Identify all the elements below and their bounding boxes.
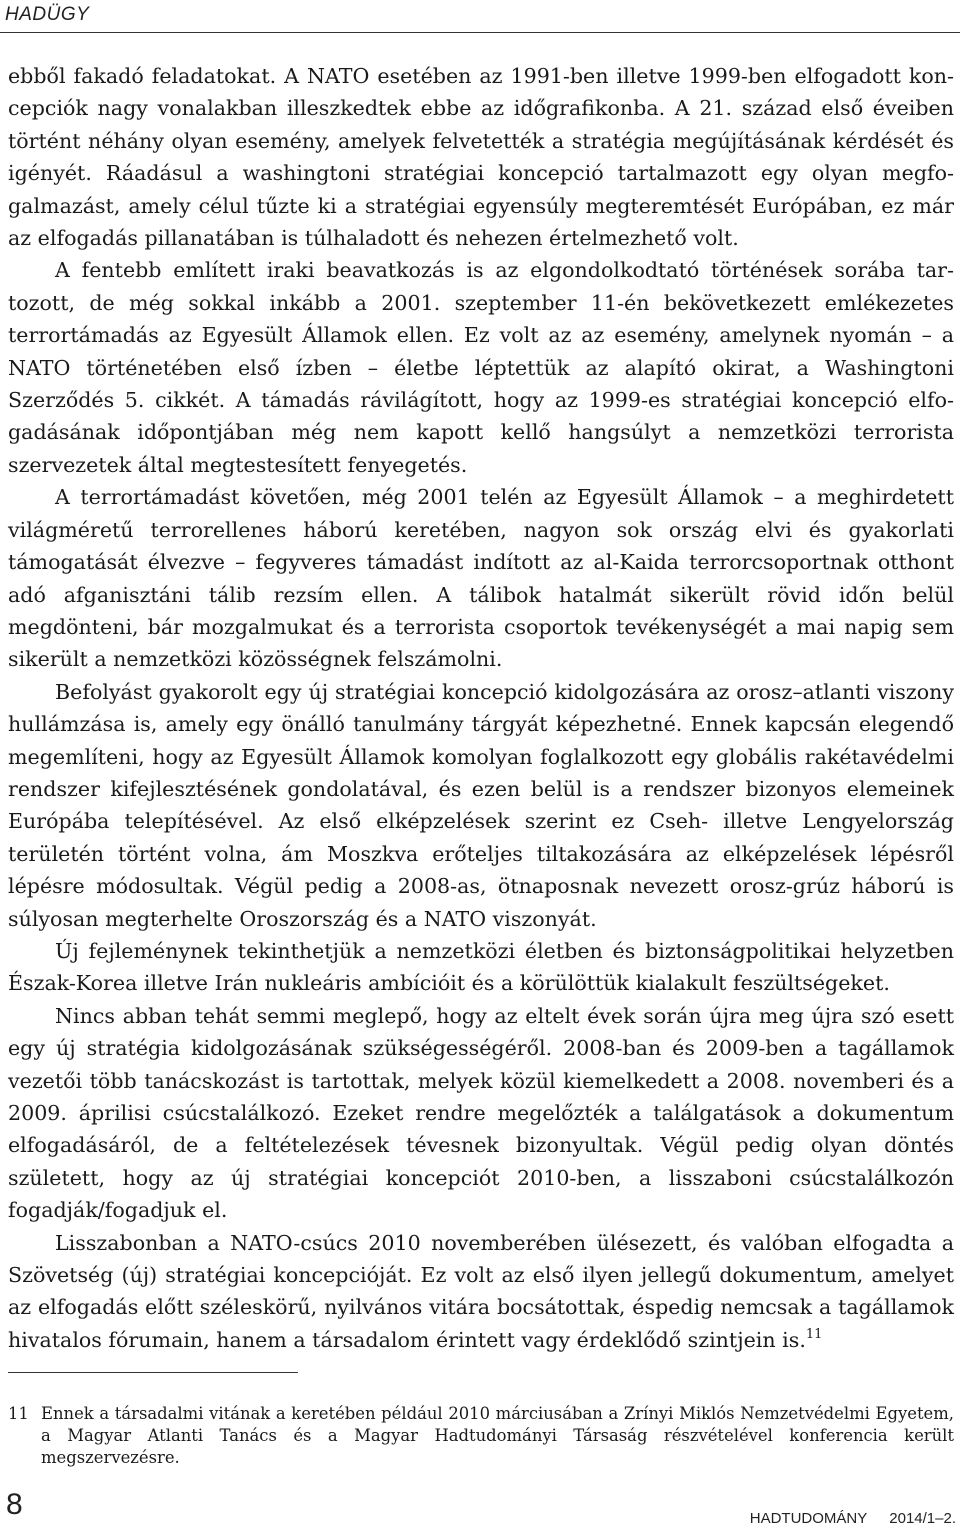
journal-footer [750,1510,956,1527]
footnote [8,1403,954,1468]
paragraph: A terrortámadást követően, még 2001 telén az Egyesült Államok – a meghirdetett világméretű terrorellenes háború keretében, nagyon sok ország elvi és gyakorlati támogatását élvezve – fegyveres támadást indított az al-Kaida terrorcsoportnak otthont adó afganisztáni tálib rezsím ellen. A tálibok hatalmát sikerült rövid időn belül megdönteni, bár mozgalmukat és a terrorista csoportok tevékenységét a mai napig sem sikerült a nemzetközi közösségnek felszámolni. [8,485,954,672]
paragraph: A fentebb említett iraki beavatkozás is az elgondolkodtató történések sorába tartozott, de még sokkal inkább a 2001. szeptember 11-én bekövetkezett emlékezetes terrortámadás az Egyesült Államok ellen. Ez volt az az esemény, amelynek nyomán – a NATO történetében első ízben – életbe léptettük az alapító okirat, a Washingtoni Szerződés 5. cikkét. A támadás rávilágított, hogy az 1999-es stratégiai koncepció elfogadásának időpontjában még nem kapott kellő hangsúlyt a nemzetközi terrorista szervezetek által megtestesített fenyegetés. [8,258,954,477]
footnote-reference: 11 [805,1326,823,1342]
article-body [8,60,954,1356]
footnote-number: 11 [8,1404,29,1423]
journal-name: HADTUDOMÁNY [749,1510,868,1527]
paragraph: Nincs abban tehát semmi meglepő, hogy az eltelt évek során újra meg újra szó esett egy új stratégia kidolgozásának szükségességéről. 2008-ban és 2009-ben a tagállamok vezetői több tanácskozást is tartottak, melyek közül kiemelkedett a 2008. novemberi és a 2009. áprilisi csúcstalálkozó. Ezeket rendre megelőzték a találgatások a dokumentum elfogadásáról, de a feltételezések tévesnek bizonyultak. Végül pedig olyan döntés született, hogy az új stratégiai koncepciót 2010-ben, a lisszaboni csúcstalálkozón fogadják/fogadjuk el. [8,1003,954,1223]
footnote-text: Ennek a társadalmi vitának a keretében például 2010 márciusában a Zrínyi Miklós Nemzetvédelmi Egyetem, a Magyar Atlanti Tanács és a Magyar Hadtudományi Társaság részvételével konferencia került megszervezésre. [41,1404,954,1467]
paragraph: ebből fakadó feladatokat. A NATO esetében az 1991-ben illetve 1999-ben elfogadott koncepciók nagy vonalakban illeszkedtek ebbe az időgrafikonba. A 21. század első éveiben történt néhány olyan esemény, amelyek felvetették a stratégia megújításának kérdését és igényét. Ráadásul a washingtoni stratégiai koncepció tartalmazott egy olyan megfogalmazást, amely célul tűzte ki a stratégiai egyensúly megteremtését Európában, ez már az elfogadás pillanatában is túlhaladott és nehezen értelmezhető volt. [8,64,954,251]
journal-issue: 2014/1–2. [889,1510,956,1527]
footnote-divider [8,1372,298,1373]
paragraph-text: Lisszabonban a NATO-csúcs 2010 novemberében ülésezett, és valóban elfogadta a Szövetség (új) stratégiai koncepcióját. Ez volt az első ilyen jellegű dokumentum, amelyet az elfogadás előtt széleskörű, nyilvános vitára bocsátottak, éspedig nemcsak a tagállamok hivatalos fórumain, hanem a társadalom érintett vagy érdeklődő szintjein is. [8,1230,954,1352]
paragraph-last [8,1227,954,1357]
paragraph: Új fejleménynek tekinthetjük a nemzetközi életben és biztonságpolitikai helyzetben Észak-Korea illetve Irán nukleáris ambícióit és a körülöttük kialakult feszültségeket. [8,938,954,996]
paragraph: Befolyást gyakorolt egy új stratégiai koncepció kidolgozására az orosz–atlanti viszony hullámzása is, amely egy önálló tanulmány tárgyát képezhetné. Ennek kapcsán elegendő megemlíteni, hogy az Egyesült Államok komolyan foglalkozott egy globális rakétavédelmi rendszer kifejlesztésének gondolatával, és ezen belül is a rendszer bizonyos elemeinek Európába telepítésével. Az első elképzelések szerint ez Cseh- illetve Lengyelország területén történt volna, ám Moszkva erőteljes tiltakozására az elképzelések lépésről lépésre módosultak. Végül pedig a 2008-as, ötnaposnak nevezett orosz-grúz háború is súlyosan megterhelte Oroszország és a NATO viszonyát. [8,679,954,931]
page-number: 8 [6,1488,23,1521]
running-header [0,0,960,33]
section-title: HADÜGY [5,4,90,25]
